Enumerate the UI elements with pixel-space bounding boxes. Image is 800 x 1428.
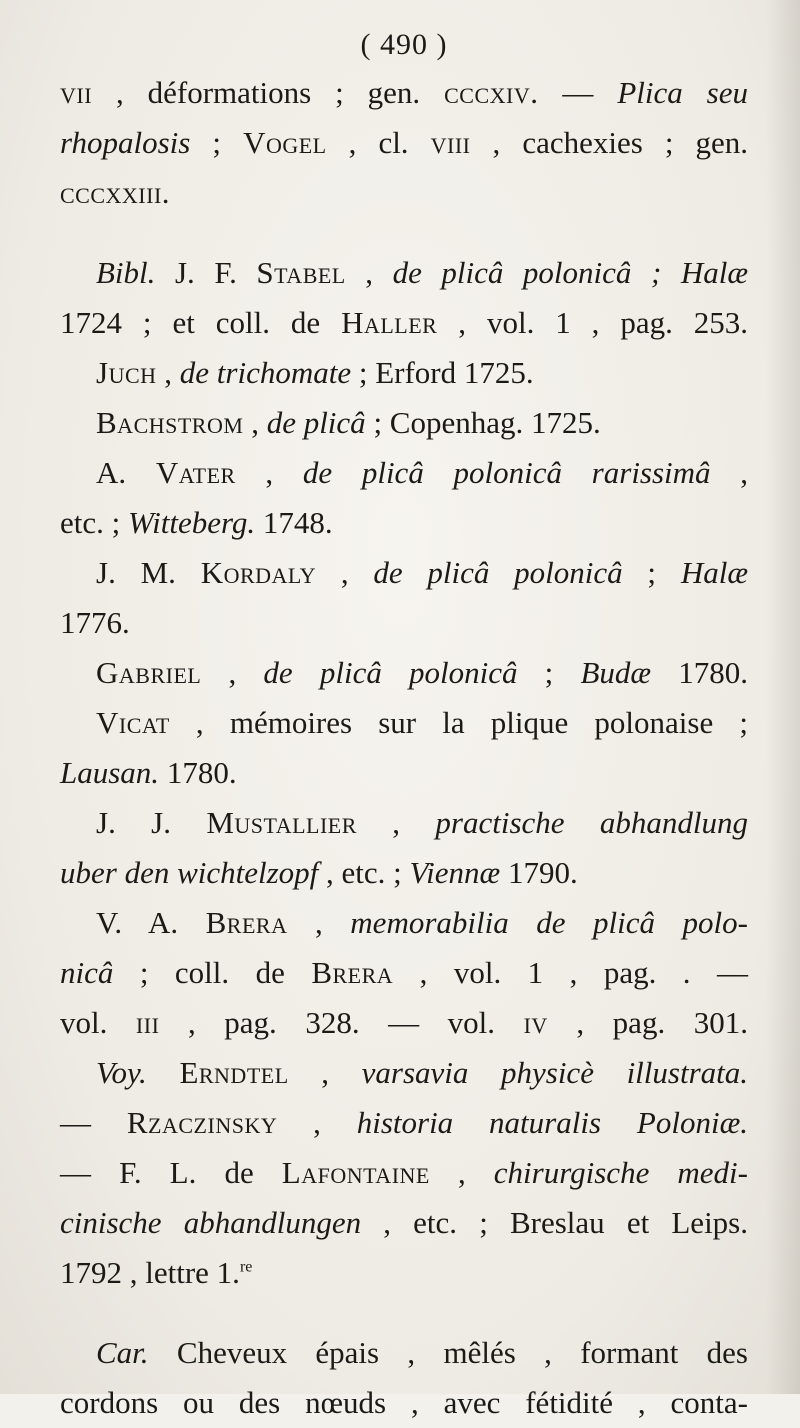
text-line-l8 <box>60 448 748 498</box>
text-segment: cinische abhandlungen <box>60 1205 362 1240</box>
page-number: ( 490 ) <box>360 28 448 61</box>
text-segment: 1792 , lettre 1. <box>60 1255 240 1290</box>
text-line-l24 <box>60 1248 748 1298</box>
text-segment: Car. <box>96 1335 149 1370</box>
text-line-l7 <box>60 398 748 448</box>
text-segment: de trichomate <box>179 355 352 390</box>
text-segment: , cachexies ; gen. <box>470 125 748 160</box>
text-segment: ; Copenhag. 1725. <box>365 405 601 440</box>
text-line-l23 <box>60 1198 748 1248</box>
text-line-l12 <box>60 648 748 698</box>
text-segment: viii <box>430 125 471 160</box>
text-segment: , cl. <box>326 125 431 160</box>
text-segment: rhopalosis <box>60 125 191 160</box>
text-segment: historia naturalis Poloniæ. <box>356 1105 748 1140</box>
text-segment: Stabel <box>256 255 346 290</box>
text-segment: de plicâ polonicâ rarissimâ <box>302 455 711 490</box>
text-segment: — <box>60 1105 127 1140</box>
text-line-l20 <box>60 1048 748 1098</box>
text-line-l15 <box>60 798 748 848</box>
text-segment: , <box>710 455 749 490</box>
text-segment: , mémoires sur la plique polonaise ; <box>169 705 748 740</box>
text-segment: J. F. <box>155 255 257 290</box>
text-segment: iv <box>523 1005 548 1040</box>
text-segment: , <box>429 1155 494 1190</box>
text-segment: ; <box>622 555 681 590</box>
text-segment: J. J. <box>96 805 207 840</box>
text-segment: Witteberg. <box>128 505 256 540</box>
text-line-l16 <box>60 848 748 898</box>
text-line-l18 <box>60 948 748 998</box>
text-segment: ; Erford 1725. <box>351 355 534 390</box>
text-segment: Gabriel <box>96 655 202 690</box>
paragraph-gap <box>60 1298 748 1328</box>
text-segment: , etc. ; Breslau et Leips. <box>361 1205 748 1240</box>
text-segment: ; coll. de <box>113 955 312 990</box>
text-segment: 1748. <box>255 505 333 540</box>
text-segment: , <box>277 1105 357 1140</box>
text-segment: ; <box>517 655 581 690</box>
text-segment: Brera <box>205 905 288 940</box>
text-line-l11 <box>60 598 748 648</box>
text-segment: , pag. 328. — vol. <box>159 1005 524 1040</box>
text-segment: vii <box>60 75 93 110</box>
text-segment: , <box>356 805 436 840</box>
text-segment: , <box>243 405 267 440</box>
text-line-l6 <box>60 348 748 398</box>
text-line-l10 <box>60 548 748 598</box>
text-segment: , <box>288 1055 362 1090</box>
text-segment: 1780. <box>651 655 748 690</box>
text-segment: Rzaczinsky <box>126 1105 278 1140</box>
text-segment: iii <box>135 1005 160 1040</box>
text-segment: , <box>345 255 393 290</box>
text-segment: cordons ou des nœuds , avec fétidité , conta- <box>60 1385 748 1420</box>
text-line-l9 <box>60 498 748 548</box>
text-segment: Cheveux épais , mêlés , formant des <box>148 1335 748 1370</box>
text-line-l22 <box>60 1148 748 1198</box>
page-edge-shadow <box>766 0 800 1394</box>
text-segment: A. <box>96 455 156 490</box>
text-segment: de plicâ polonicâ ; Halæ <box>392 255 749 290</box>
text-segment <box>147 1055 180 1090</box>
text-segment: , déformations ; gen. <box>92 75 445 110</box>
text-segment: de plicâ polonicâ <box>373 555 623 590</box>
text-segment: , vol. 1 , pag. . — <box>393 955 748 990</box>
text-segment: , etc. ; <box>318 855 410 890</box>
text-segment: etc. ; <box>60 505 128 540</box>
text-segment: Mustallier <box>206 805 357 840</box>
text-line-l14 <box>60 748 748 798</box>
text-segment: Bachstrom <box>96 405 244 440</box>
text-segment: ; <box>190 125 244 160</box>
text-segment: practische abhandlung <box>435 805 748 840</box>
text-segment: Juch <box>96 355 157 390</box>
text-segment: , vol. 1 , pag. 253. <box>437 305 749 340</box>
text-segment: Brera <box>311 955 394 990</box>
text-segment: , pag. 301. <box>547 1005 748 1040</box>
text-segment: — <box>538 75 618 110</box>
text-segment: 1776. <box>60 605 130 640</box>
text-segment: vol. <box>60 1005 136 1040</box>
text-line-l21 <box>60 1098 748 1148</box>
text-segment: 1724 ; et coll. de <box>60 305 342 340</box>
text-line-l26 <box>60 1378 748 1428</box>
text-segment: Vogel <box>243 125 327 160</box>
text-segment: — F. L. de <box>60 1155 282 1190</box>
text-segment: nicâ <box>60 955 114 990</box>
text-segment: Bibl. <box>96 255 156 290</box>
text-segment: Lafontaine <box>281 1155 430 1190</box>
text-segment: J. M. <box>96 555 201 590</box>
text-segment: uber den wichtelzopf <box>60 855 319 890</box>
text-line-l1 <box>60 68 748 118</box>
text-line-l19 <box>60 998 748 1048</box>
text-line-l2 <box>60 118 748 168</box>
text-segment: re <box>239 1258 253 1276</box>
text-segment: V. A. <box>96 905 206 940</box>
text-segment: , <box>235 455 303 490</box>
text-line-l5 <box>60 298 748 348</box>
text-segment: Kordaly <box>200 555 317 590</box>
text-segment: memorabilia de plicâ polo- <box>350 905 748 940</box>
text-body <box>60 68 748 1428</box>
text-segment: Viennæ <box>409 855 501 890</box>
text-segment: , <box>201 655 264 690</box>
text-segment: Lausan. <box>60 755 160 790</box>
text-segment: 1790. <box>500 855 578 890</box>
text-segment: , <box>287 905 351 940</box>
text-segment: chirurgische medi- <box>493 1155 748 1190</box>
text-segment: de plicâ <box>266 405 366 440</box>
text-line-l13 <box>60 698 748 748</box>
text-line-l4 <box>60 248 748 298</box>
text-segment: Plica seu <box>617 75 748 110</box>
text-segment: , <box>156 355 180 390</box>
text-segment: Voy. <box>96 1055 147 1090</box>
text-line-l17 <box>60 898 748 948</box>
text-line-l3 <box>60 168 748 218</box>
text-segment: de plicâ polonicâ <box>263 655 518 690</box>
text-segment: Budæ <box>580 655 652 690</box>
text-segment: Haller <box>341 305 438 340</box>
text-segment: 1780. <box>159 755 237 790</box>
text-segment: , <box>316 555 374 590</box>
text-segment: varsavia physicè illustrata. <box>361 1055 749 1090</box>
text-segment: cccxiv. <box>444 75 539 110</box>
text-segment: Erndtel <box>179 1055 289 1090</box>
text-segment: Vater <box>155 455 236 490</box>
text-segment: Vicat <box>96 705 170 740</box>
text-segment: cccxxiii. <box>60 175 171 210</box>
text-line-l25 <box>60 1328 748 1378</box>
text-segment: Halæ <box>680 555 748 590</box>
paragraph-gap <box>60 218 748 248</box>
